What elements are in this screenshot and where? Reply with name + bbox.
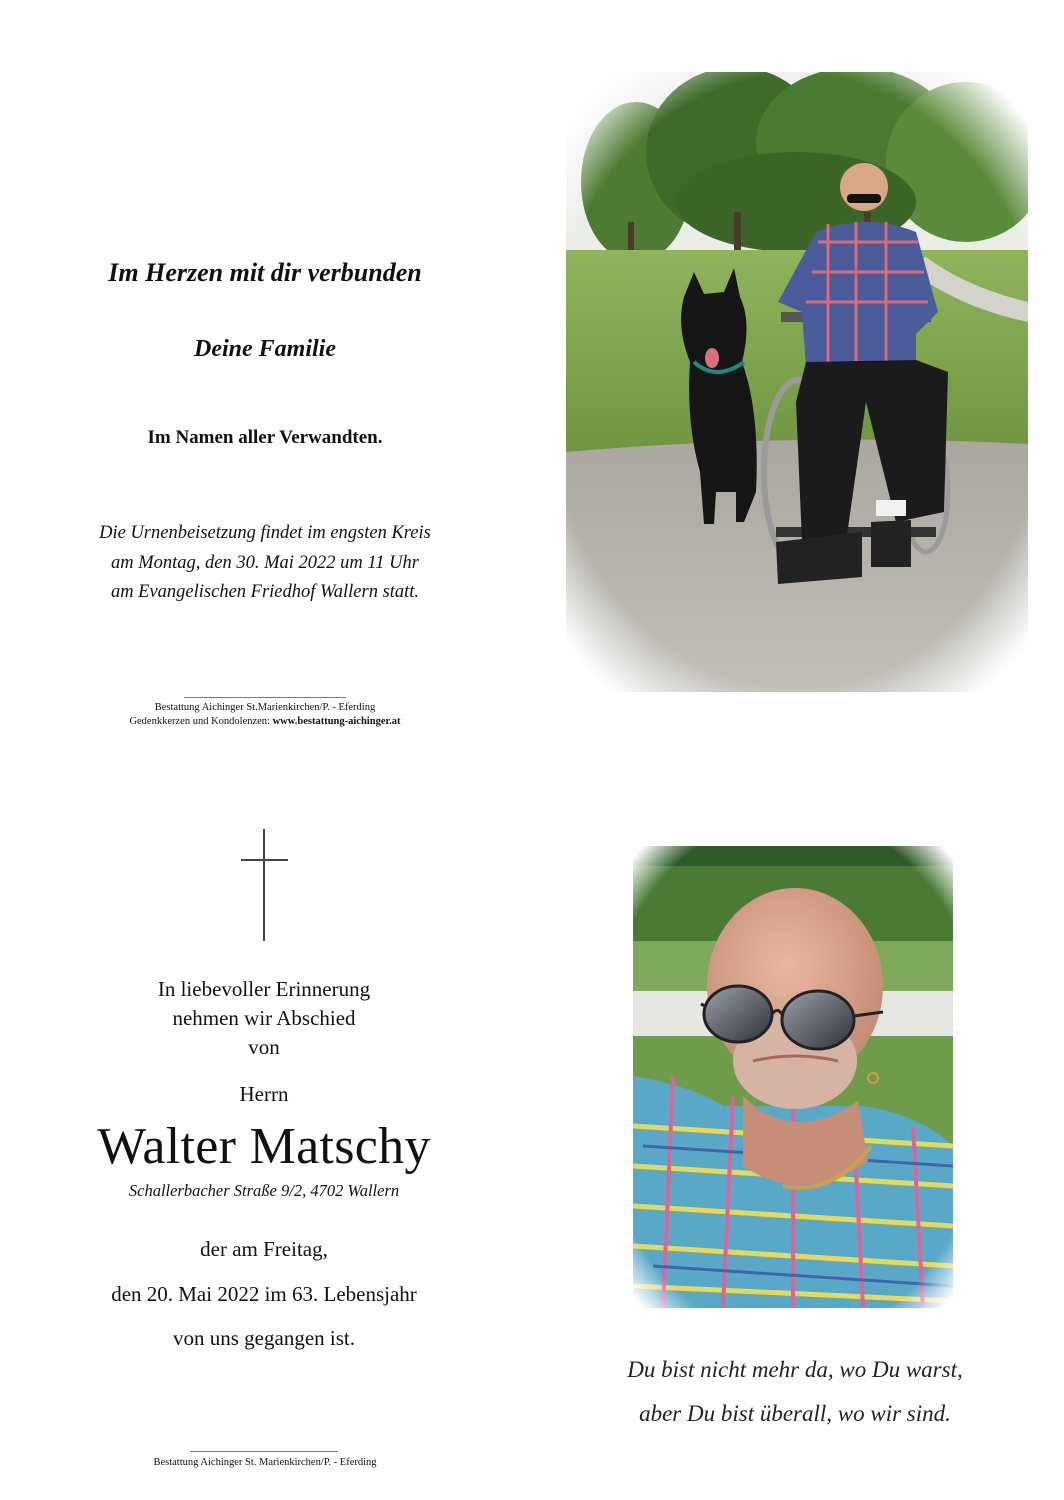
death-line: den 20. Mai 2022 im 63. Lebensjahr — [111, 1282, 417, 1306]
family-signature: Deine Familie — [194, 336, 336, 362]
card-heading: Im Herzen mit dir verbunden — [108, 258, 422, 287]
burial-line: Die Urnenbeisetzung findet im engsten Kreis — [99, 523, 431, 543]
relatives-line: Im Namen aller Verwandten. — [147, 427, 383, 448]
deceased-name: Walter Matschy — [97, 1118, 431, 1175]
memorial-quote — [560, 1348, 1030, 1436]
memory-line: von — [248, 1035, 280, 1059]
park-photo — [566, 72, 1028, 692]
memory-line: In liebevoller Erinnerung — [157, 977, 371, 1001]
death-line: von uns gegangen ist. — [173, 1326, 355, 1350]
website-link[interactable]: www.bestattung-aichinger.at — [272, 716, 401, 727]
memory-line: nehmen wir Abschied — [172, 1006, 356, 1030]
condolence-line — [60, 715, 470, 729]
footer-divider — [190, 1451, 338, 1452]
cross-icon — [263, 829, 265, 941]
quote-line: Du bist nicht mehr da, wo Du warst, — [627, 1357, 963, 1382]
portrait-photo-illustration — [633, 846, 953, 1308]
cross-icon-bar — [241, 859, 288, 861]
deceased-address: Schallerbacher Straße 9/2, 4702 Wallern — [128, 1181, 400, 1200]
burial-line: am Evangelischen Friedhof Wallern statt. — [110, 582, 420, 602]
portrait-photo — [633, 846, 953, 1308]
memory-text — [64, 975, 464, 1062]
burial-line: am Montag, den 30. Mai 2022 um 11 Uhr — [111, 552, 419, 573]
funeral-home-footer: Bestattung Aichinger St. Marienkirchen/P. - Eferding — [153, 1457, 377, 1468]
death-line: der am Freitag, — [200, 1237, 328, 1261]
funeral-home-name: Bestattung Aichinger St.Marienkirchen/P. - Eferding — [154, 702, 376, 713]
quote-line: aber Du bist überall, wo wir sind. — [639, 1401, 951, 1426]
park-photo-illustration — [566, 72, 1028, 692]
funeral-home-footer — [60, 701, 470, 729]
condolence-label: Gedenkkerzen und Kondolenzen: — [129, 716, 273, 727]
footer-divider — [184, 697, 346, 698]
burial-notice — [60, 519, 470, 608]
salutation: Herrn — [239, 1082, 289, 1106]
